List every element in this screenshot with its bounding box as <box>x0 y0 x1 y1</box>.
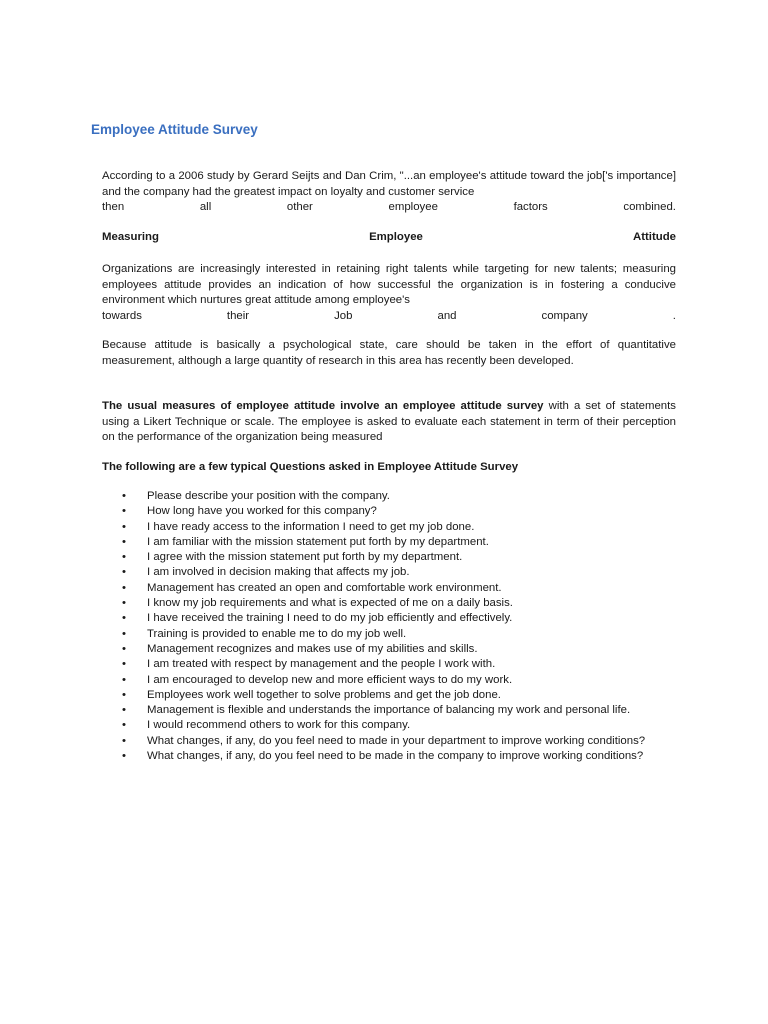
organizations-paragraph <box>102 262 676 324</box>
question-text: I would recommend others to work for this company. <box>147 719 411 732</box>
bullet-icon: • <box>122 704 126 717</box>
bullet-icon: • <box>122 627 126 640</box>
question-text: Management has created an open and comfortable work environment. <box>147 581 502 594</box>
list-item <box>102 657 676 672</box>
intro-paragraph-text: According to a 2006 study by Gerard Seijts and Dan Crim, "...an employee's attitude toward the job['s importance] and the company had the greatest impact on loyalty and customer service <box>102 170 676 198</box>
question-text: I am involved in decision making that affects my job. <box>147 566 410 579</box>
bullet-icon: • <box>122 520 126 533</box>
question-text: What changes, if any, do you feel need to made in your department to improve working conditions? <box>147 734 646 747</box>
question-text: Training is provided to enable me to do my job well. <box>147 627 407 640</box>
intro-paragraph <box>102 169 676 216</box>
list-item <box>102 749 676 764</box>
question-text: I am encouraged to develop new and more efficient ways to do my work. <box>147 673 513 686</box>
list-item <box>102 627 676 642</box>
org-word: towards <box>102 309 142 322</box>
measuring-heading-word: Attitude <box>632 231 676 243</box>
list-item <box>102 642 676 657</box>
question-text: Please describe your position with the company. <box>147 490 390 502</box>
list-item <box>102 565 676 580</box>
question-text: I have ready access to the information I need to get my job done. <box>147 520 475 533</box>
bullet-icon: • <box>122 551 126 564</box>
org-word: Job <box>334 309 353 322</box>
measuring-heading <box>102 230 676 246</box>
list-item <box>102 581 676 596</box>
list-item <box>102 673 676 688</box>
questions-heading: The following are a few typical Questions asked in Employee Attitude Survey <box>102 461 519 473</box>
bullet-icon: • <box>122 597 126 610</box>
bullet-icon: • <box>122 719 126 732</box>
list-item <box>102 535 676 550</box>
intro-word: then <box>102 201 125 214</box>
bullet-icon: • <box>122 505 126 518</box>
question-text: Management is flexible and understands the importance of balancing my work and personal life. <box>147 704 631 717</box>
measures-paragraph-bold: The usual measures of employee attitude involve an employee attitude survey <box>102 400 544 412</box>
list-item <box>102 718 676 733</box>
question-text: I agree with the mission statement put forth by my department. <box>147 551 463 564</box>
question-text: I have received the training I need to do my job efficiently and effectively. <box>147 612 513 625</box>
psychological-paragraph: Because attitude is basically a psychological state, care should be taken in the effort of quantitative measurement, although a large quantity of research in this area has recently been developed. <box>102 339 676 367</box>
bullet-icon: • <box>122 750 126 763</box>
question-text: Employees work well together to solve problems and get the job done. <box>147 688 501 701</box>
list-item <box>102 734 676 749</box>
list-item <box>102 611 676 626</box>
organizations-paragraph-last-line <box>102 309 676 325</box>
list-item <box>102 688 676 703</box>
question-text: I am familiar with the mission statement put forth by my department. <box>147 535 489 548</box>
bullet-icon: • <box>122 642 126 655</box>
measuring-heading-word: Employee <box>369 231 423 243</box>
bullet-icon: • <box>122 612 126 625</box>
question-text: Management recognizes and makes use of my abilities and skills. <box>147 642 478 655</box>
list-item <box>102 703 676 718</box>
list-item <box>102 489 676 504</box>
intro-word: all <box>199 201 212 214</box>
measures-paragraph-rest: with a set of statements using a Likert Technique or scale. The employee is asked to evaluate each statement in term of their perception on the performance of the organization being measured <box>102 400 676 444</box>
organizations-paragraph-text: Organizations are increasingly interested in retaining right talents while targeting for new talents; measuring employees attitude provides an indication of how successful the organization is in fostering a conducive environment which nurtures great attitude among employee's <box>102 263 676 307</box>
org-word: and <box>437 309 457 322</box>
bullet-icon: • <box>122 535 126 548</box>
intro-paragraph-last-line <box>102 200 676 216</box>
document-title: Employee Attitude Survey <box>91 122 258 137</box>
bullet-icon: • <box>122 673 126 686</box>
measuring-heading-word: Measuring <box>102 231 159 243</box>
questions-list <box>102 489 676 764</box>
list-item <box>102 504 676 519</box>
list-item <box>102 550 676 565</box>
intro-word: employee <box>388 201 438 214</box>
org-word: their <box>226 309 250 322</box>
bullet-icon: • <box>122 566 126 579</box>
question-text: I know my job requirements and what is expected of me on a daily basis. <box>147 597 513 610</box>
org-word: . <box>672 309 676 322</box>
list-item <box>102 520 676 535</box>
question-text: How long have you worked for this company? <box>147 505 377 518</box>
intro-word: factors <box>513 201 548 214</box>
bullet-icon: • <box>122 581 126 594</box>
bullet-icon: • <box>122 490 126 502</box>
list-item <box>102 596 676 611</box>
question-text: What changes, if any, do you feel need to be made in the company to improve working conditions? <box>147 750 644 763</box>
question-text: I am treated with respect by management and the people I work with. <box>147 658 496 671</box>
org-word: company <box>541 309 588 322</box>
intro-word: other <box>286 201 313 214</box>
bullet-icon: • <box>122 658 126 671</box>
bullet-icon: • <box>122 734 126 747</box>
measures-paragraph <box>102 399 676 446</box>
bullet-icon: • <box>122 688 126 701</box>
intro-word: combined. <box>623 201 676 214</box>
